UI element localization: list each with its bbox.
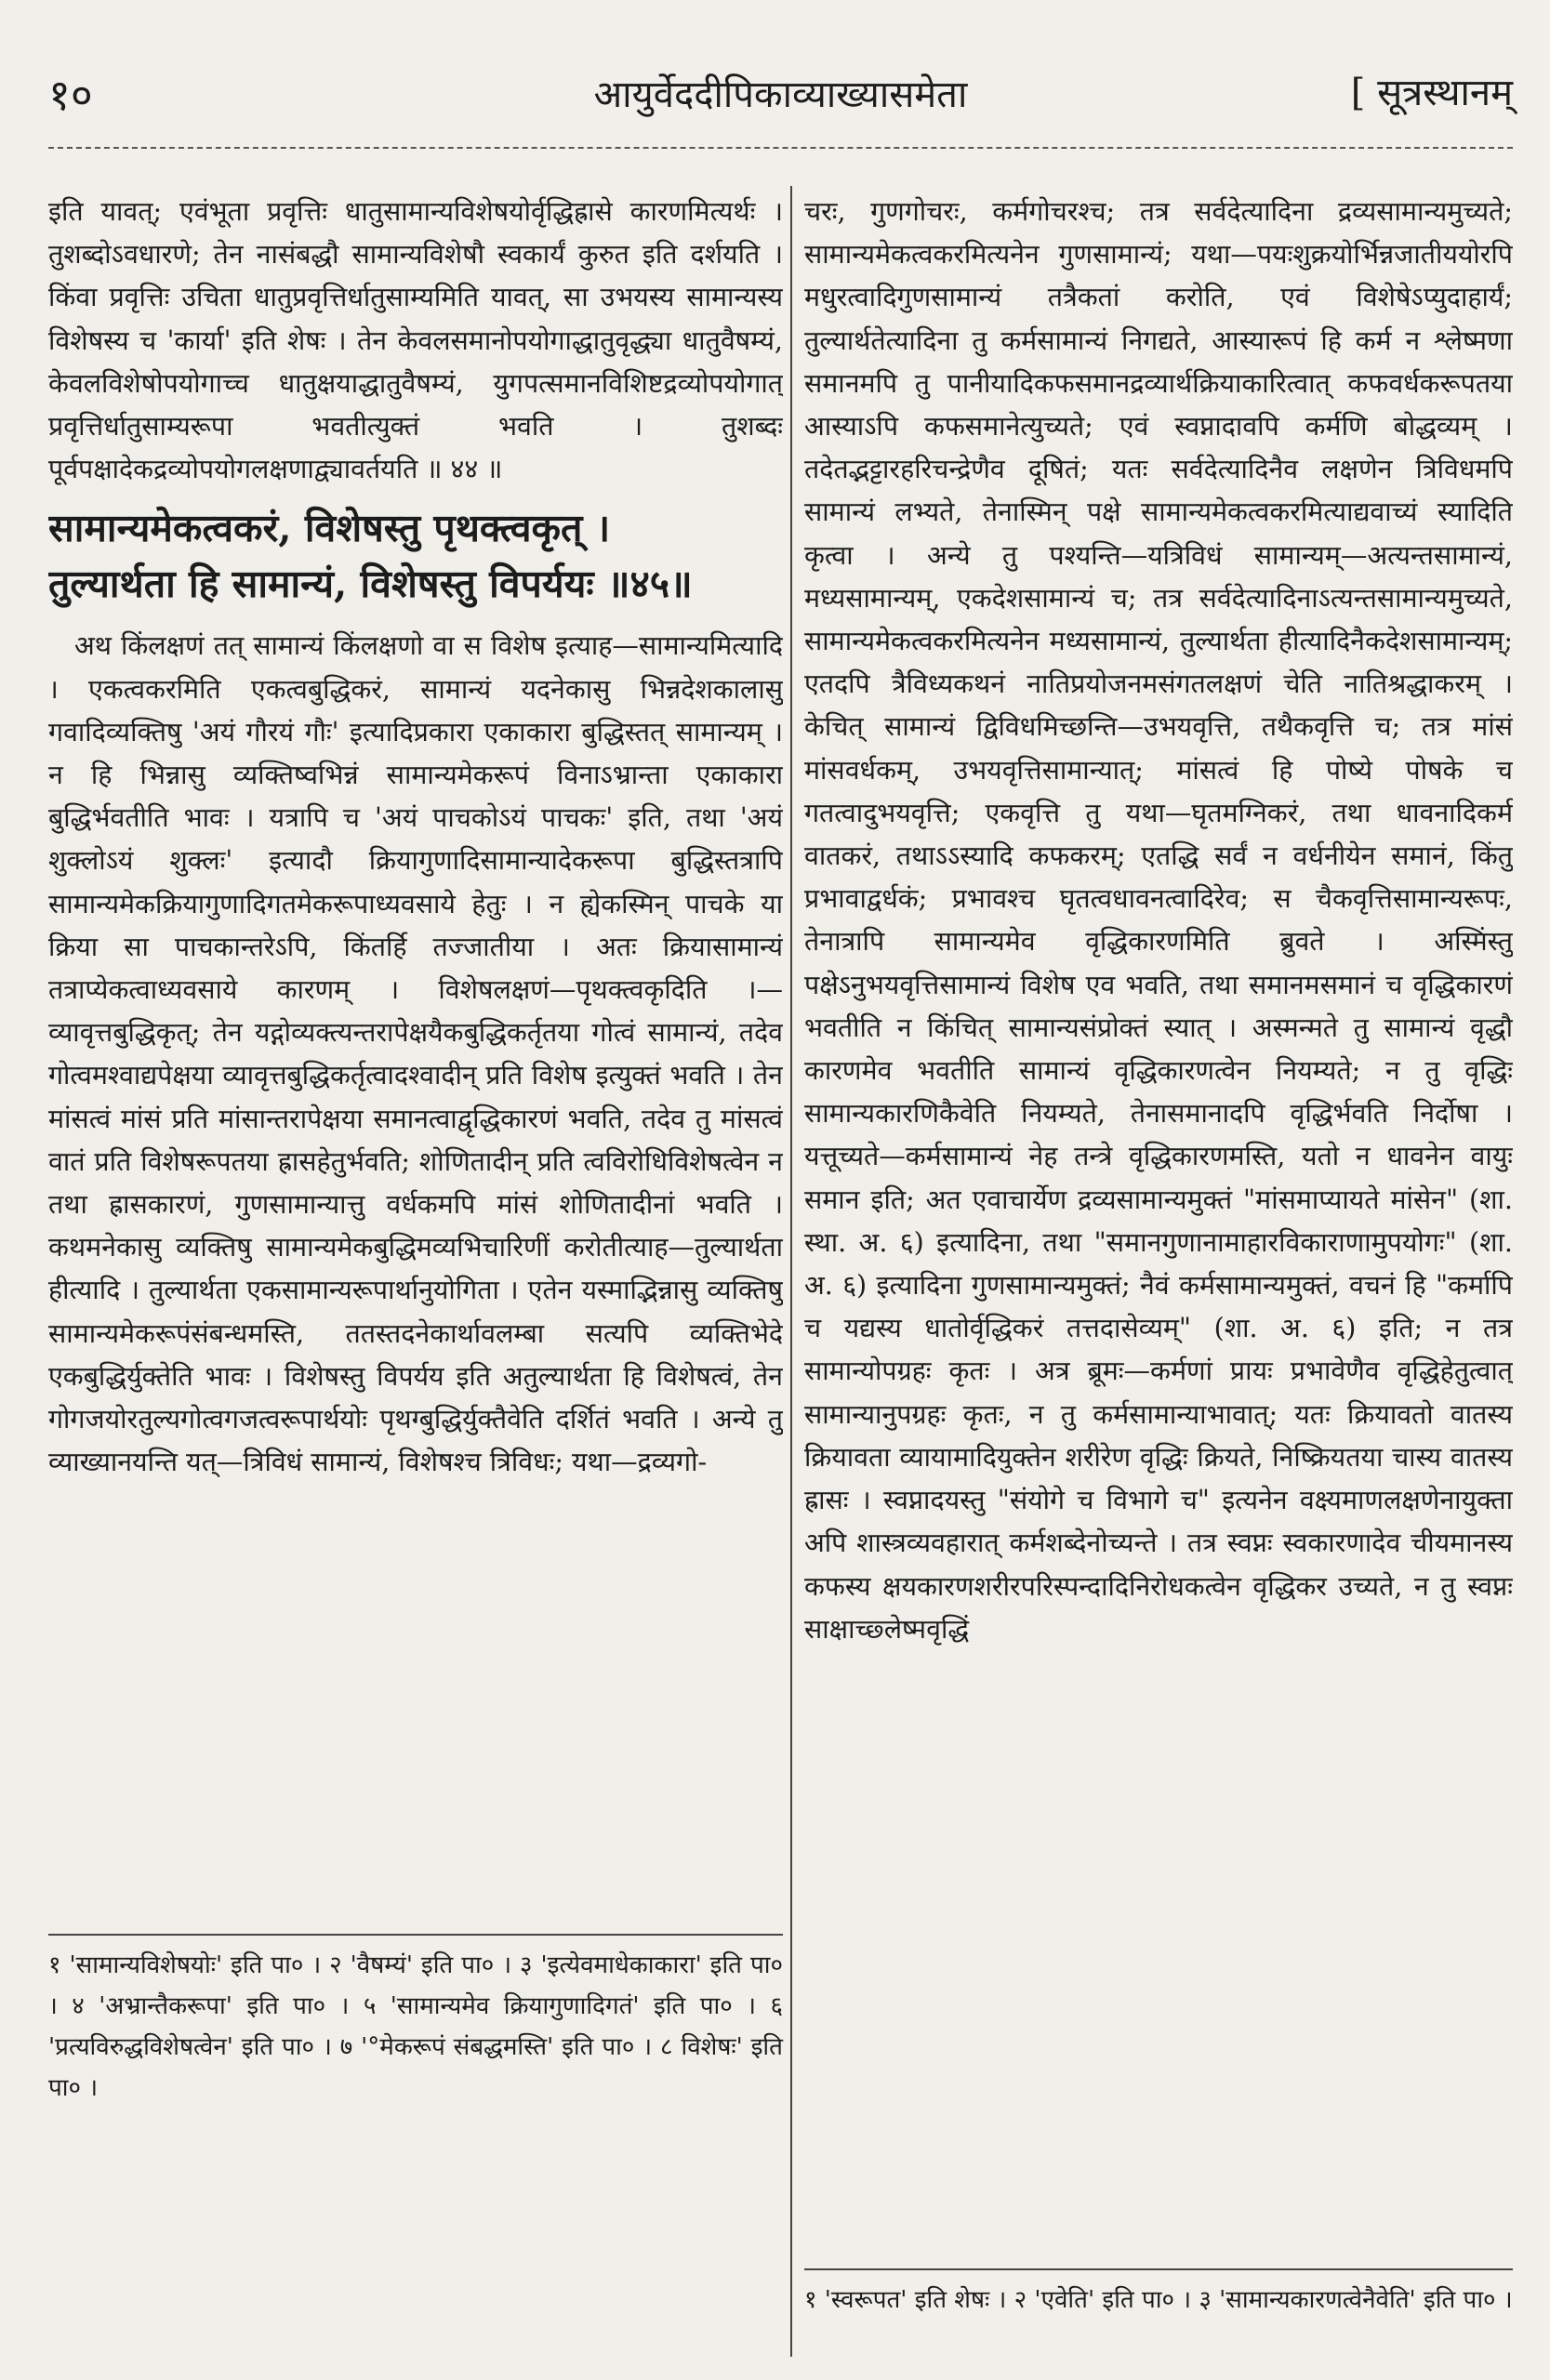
left-paragraph-2: अथ किंलक्षणं तत् सामान्यं किंलक्षणो वा स विशेष इत्याह—सामान्यमित्यादि । एकत्वकरमिति एकत्वबुद्धिकरं, सामान्यं यदनेकासु भिन्नदेशकालासु गवादिव्यक्तिषु 'अयं गौरयं गौः' इत्यादिप्रकारा एकाकारा बुद्धिस्तत् सामान्यम् । न हि भिन्नासु व्यक्तिष्वभिन्नं सामान्यमेकरूपं विनाऽभ्रान्ता एकाकारा बुद्धिर्भवतीति भावः । यत्रापि च 'अयं पाचकोऽयं पाचकः' इति, तथा 'अयं शुक्लोऽयं शुक्लः' इत्यादौ क्रियागुणादिसामान्यादेकरूपा बुद्धिस्तत्रापि सामान्यमेकक्रियागुणादिगतमेकरूपाध्यवसाये हेतुः । न ह्येकस्मिन् पाचके या क्रिया सा पाचकान्तरेऽपि, किंतर्हि तज्जातीया । अतः क्रियासामान्यं तत्राप्येकत्वाध्यवसाये कारणम् । विशेषलक्षणं—पृथक्त्वकृदिति ।—व्यावृत्तबुद्धिकृत्; तेन यद्गोव्यक्त्यन्तरापेक्षयैकबुद्धिकर्तृतया गोत्वं सामान्यं, तदेव गोत्वमश्वाद्यपेक्षया व्यावृत्तबुद्धिकर्तृत्वादश्वादीन् प्रति विशेष इत्युक्तं भवति । तेन मांसत्वं मांसं प्रति मांसान्तरापेक्षया समानत्वाद्वृद्धिकारणं भवति, तदेव तु मांसत्वं वातं प्रति विशेषरूपतया ह्रासहेतुर्भवति; शोणितादीन् प्रति त्वविरोधिविशेषत्वेन न तथा ह्रासकारणं, गुणसामान्यात्तु वर्धकमपि मांसं शोणितादीनां भवति । कथमनेकासु व्यक्तिषु सामान्यमेकबुद्धिमव्यभिचारिणीं करोतीत्याह—तुल्यार्थता हीत्यादि । तुल्यार्थता एकसामान्यरूपार्थानुयोगिता । एतेन यस्माद्भिन्नासु व्यक्तिषु सामान्यमेकरूपंसंबन्धमस्ति, ततस्तदनेकार्थावलम्बा सत्यपि व्यक्तिभेदे एकबुद्धिर्युक्तेति भावः । विशेषस्तु विपर्यय इति अतुल्यार्थता हि विशेषत्वं, तेन गोगजयोरतुल्यगोत्वगजत्वरूपार्थयोः पृथग्बुद्धिर्युक्तैवेति दर्शितं भवति । अन्ये तु व्याख्यानयन्ति यत्—त्रिविधं सामान्यं, विशेषश्च त्रिविधः; यथा—द्रव्यगो- <box>48 630 783 1478</box>
header-rule <box>48 147 1513 149</box>
left-paragraph-1: इति यावत्; एवंभूता प्रवृत्तिः धातुसामान्यविशेषयोर्वृद्धिह्रासे कारणमित्यर्थः । तुशब्दोऽवधारणे; तेन नासंबद्धौ सामान्यविशेषौ स्वकार्यं कुरुत इति दर्शयति । किंवा प्रवृत्तिः उचिता धातुप्रवृत्तिर्धातुसाम्यमिति यावत्, सा उभयस्य सामान्यस्य विशेषस्य च 'कार्या' इति शेषः । तेन केवलसमानोपयोगाद्धातुवृद्ध्या धातुवैषम्यं, केवलविशेषोपयोगाच्च धातुक्षयाद्धातुवैषम्यं, युगपत्समानविशिष्टद्रव्योपयोगात् प्रवृत्तिर्धातुसाम्यरूपा भवतीत्युक्तं भवति । तुशब्दः पूर्वपक्षादेकद्रव्योपयोगलक्षणाद्व्यावर्तयति ॥ ४४ ॥ <box>48 196 783 485</box>
right-footnote-rule <box>804 2268 1513 2270</box>
left-footnote-rule <box>48 1934 783 1936</box>
left-column <box>48 191 783 1924</box>
page-header <box>48 65 1513 139</box>
right-footnotes: १ 'स्वरूपत' इति शेषः । २ 'एवेति' इति पा० । ३ 'सामान्यकारणत्वेनैवेति' इति पा० । <box>804 2286 1513 2314</box>
right-column <box>804 191 1513 2245</box>
verse <box>48 500 783 612</box>
left-footnotes: १ 'सामान्यविशेषयोः' इति पा० । २ 'वैषम्यं' इति पा० । ३ 'इत्येवमाधेकाकारा' इति पा० । ४ 'अभ्रान्तैकरूपा' इति पा० । ५ 'सामान्यमेव क्रियागुणादिगतं' इति पा० । ६ 'प्रत्यविरुद्धविशेषत्वेन' इति पा० । ७ '°मेकरूपं संबद्धमस्ति' इति पा० । ८ विशेषः' इति पा० । <box>48 1951 783 2102</box>
section-name: [ सूत्रस्थानम् <box>1350 72 1513 114</box>
column-divider <box>790 186 792 2357</box>
running-title: आयुर्वेददीपिकाव्याख्यासमेता <box>593 73 968 116</box>
page-number: १० <box>48 70 93 120</box>
right-paragraph-1: चरः, गुणगोचरः, कर्मगोचरश्च; तत्र सर्वदेत्यादिना द्रव्यसामान्यमुच्यते; सामान्यमेकत्वकरमित्यनेन गुणसामान्यं; यथा—पयःशुक्रयोर्भिन्नजातीययोरपि मधुरत्वादिगुणसामान्यं तत्रैकतां करोति, एवं विशेषेऽप्युदाहार्यं; तुल्यार्थतेत्यादिना तु कर्मसामान्यं निगद्यते, आस्यारूपं हि कर्म न श्लेष्मणा समानमपि तु पानीयादिकफसमानद्रव्यार्थक्रियाकारित्वात् कफवर्धकरूपतया आस्याऽपि कफसमानेत्युच्यते; एवं स्वप्नादावपि कर्मणि बोद्धव्यम् । तदेतद्भट्टारहरिचन्द्रेणैव दूषितं; यतः सर्वदेत्यादिनैव लक्षणेन त्रिविधमपि सामान्यं लभ्यते, तेनास्मिन् पक्षे सामान्यमेकत्वकरमित्याद्यवाच्यं स्यादिति कृत्वा । अन्ये तु पश्यन्ति—यत्रिविधं सामान्यम्—अत्यन्तसामान्यं, मध्यसामान्यम्, एकदेशसामान्यं च; तत्र सर्वदेत्यादिनाऽत्यन्तसामान्यमुच्यते, सामान्यमेकत्वकरमित्यनेन मध्यसामान्यं, तुल्यार्थता हीत्यादिनैकदेशसामान्यम्; एतदपि त्रैविध्यकथनं नातिप्रयोजनमसंगतलक्षणं चेति नातिश्रद्धाकरम् । केचित् सामान्यं द्विविधमिच्छन्ति—उभयवृत्ति, तथैकवृत्ति च; तत्र मांसं मांसवर्धकम्, उभयवृत्तिसामान्यात्; मांसत्वं हि पोष्ये पोषके च गतत्वादुभयवृत्ति; एकवृत्ति तु यथा—घृतमग्निकरं, तथा धावनादिकर्म वातकरं, तथाऽऽस्यादि कफकरम्; एतद्धि सर्वं न वर्धनीयेन समानं, किंतु प्रभावाद्वर्धकं; प्रभावश्च घृतत्वधावनत्वादिरेव; स चैकवृत्तिसामान्यरूपः, तेनात्रापि सामान्यमेव वृद्धिकारणमिति ब्रुवते । अस्मिंस्तु पक्षेऽनुभयवृत्तिसामान्यं विशेष एव भवति, तथा समानमसमानं च वृद्धिकारणं भवतीति न किंचित् सामान्यसंप्रोक्तं स्यात् । अस्मन्मते तु सामान्यं वृद्धौ कारणमेव भवतीति सामान्यं वृद्धिकारणत्वेन नियम्यते; न तु वृद्धिः सामान्यकारणिकैवेति नियम्यते, तेनासमानादपि वृद्धिर्भवति निर्दोषा । यत्तूच्यते—कर्मसामान्यं नेह तन्त्रे वृद्धिकारणमस्ति, यतो न धावनेन वायुः समान इति; अत एवाचार्येण द्रव्यसामान्यमुक्तं "मांसमाप्यायते मांसेन" (शा. स्था. अ. ६) इत्यादिना, तथा "समानगुणानामाहारविकाराणामुपयोगः" (शा. अ. ६) इत्यादिना गुणसामान्यमुक्तं; नैवं कर्मसामान्यमुक्तं, वचनं हि "कर्मापि च यद्यस्य धातोर्वृद्धिकरं तत्तदासेव्यम्" (शा. अ. ६) इति; न तत्र सामान्योपग्रहः कृतः । अत्र ब्रूमः—कर्मणां प्रायः प्रभावेणैव वृद्धिहेतुत्वात् सामान्यानुपग्रहः कृतः, न तु कर्मसामान्याभावात्; यतः क्रियावतो वातस्य क्रियावता व्यायामादियुक्तेन शरीरेण वृद्धिः क्रियते, निष्क्रियतया चास्य वातस्य ह्रासः । स्वप्नादयस्तु "संयोगे च विभागे च" इत्यनेन वक्ष्यमाणलक्षणेनायुक्ता अपि शास्त्रव्यवहारात् कर्मशब्देनोच्यन्ते । तत्र स्वप्नः स्वकारणादेव चीयमानस्य कफस्य क्षयकारणशरीरपरिस्पन्दादिनिरोधकत्वेन वृद्धिकर उच्यते, न तु स्वप्नः साक्षाच्छ्लेष्मवृद्धिं <box>804 196 1513 1645</box>
verse-line-2: तुल्यार्थता हि सामान्यं, विशेषस्तु विपर्ययः ॥४५॥ <box>48 562 693 607</box>
verse-line-1: सामान्यमेकत्वकरं, विशेषस्तु पृथक्त्वकृत् । <box>48 506 611 551</box>
